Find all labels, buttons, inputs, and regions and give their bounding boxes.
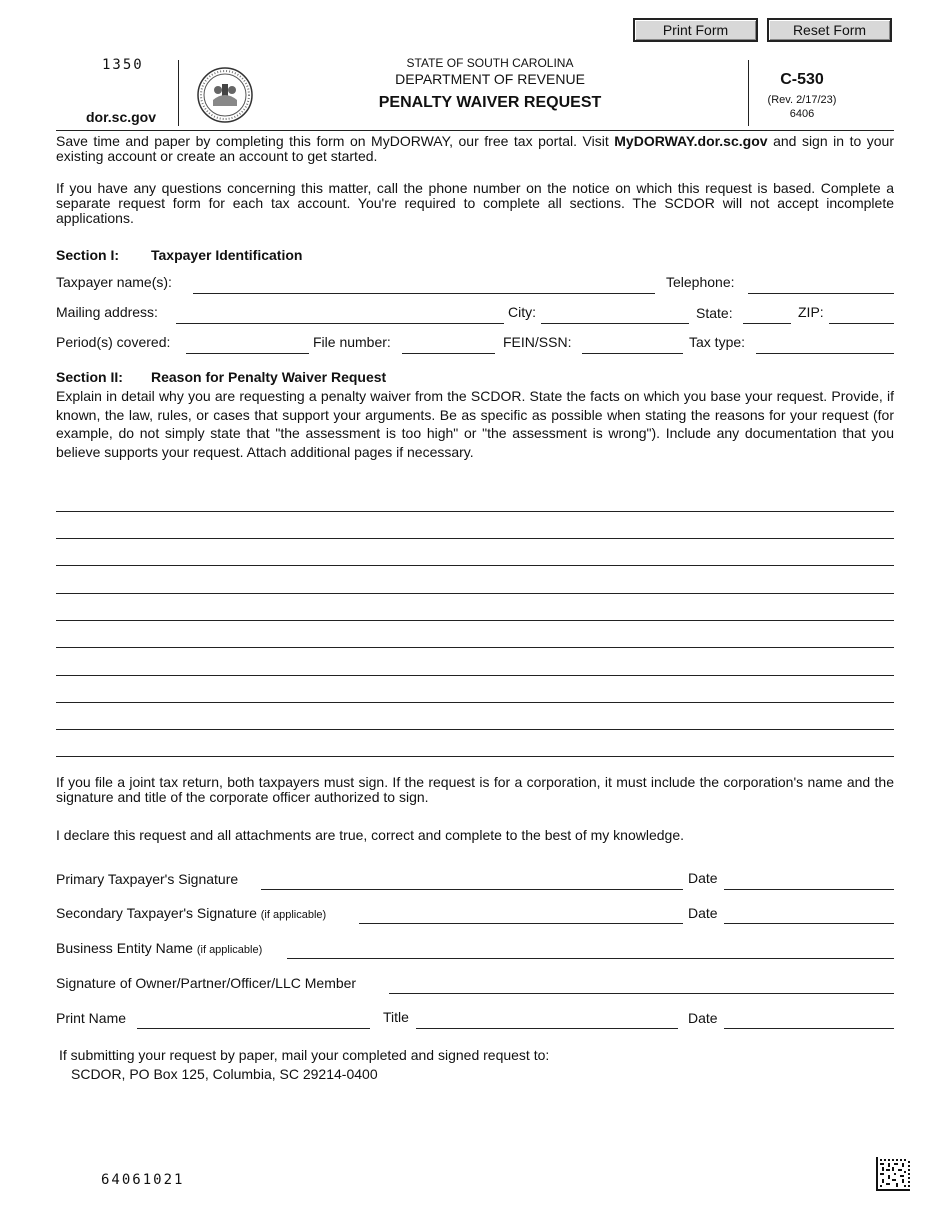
primary-date-field[interactable] [724,875,894,890]
print-form-button[interactable]: Print Form [633,18,758,42]
mailing-instructions: If submitting your request by paper, mail your completed and signed request to: [59,1047,550,1063]
section2-heading: Reason for Penalty Waiver Request [151,369,387,385]
taxpayer-name-field[interactable] [193,279,655,294]
taxpayer-name-label: Taxpayer name(s): [56,274,172,290]
fein-field[interactable] [582,339,683,354]
mailing-address-field[interactable] [176,309,504,324]
print-name-label: Print Name [56,1010,127,1026]
owner-signature-label: Signature of Owner/Partner/Officer/LLC Member [56,975,357,991]
primary-signature-label: Primary Taxpayer's Signature [56,871,239,887]
declaration: I declare this request and all attachments are true, correct and complete to the best of my knowledge. [56,827,685,843]
header-divider-right [748,60,749,126]
owner-signature-field[interactable] [389,979,894,994]
business-entity-label: Business Entity Name (if applicable) [56,940,263,956]
form-code: 1350 [102,57,144,73]
department-name: DEPARTMENT OF REVENUE [395,71,585,87]
tax-type-label: Tax type: [689,334,746,350]
file-number-field[interactable] [402,339,495,354]
date-label: Date [688,905,718,921]
secondary-signature-field[interactable] [359,909,683,924]
reason-line[interactable] [56,593,894,594]
footer-code: 64061021 [101,1172,185,1188]
reason-line[interactable] [56,511,894,512]
secondary-signature-label: Secondary Taxpayer's Signature (if applicable) [56,905,327,921]
telephone-label: Telephone: [666,274,735,290]
title-label: Title [383,1009,409,1025]
mailing-address-label: Mailing address: [56,304,158,320]
owner-date-field[interactable] [724,1014,894,1029]
zip-field[interactable] [829,309,894,324]
reset-form-button[interactable]: Reset Form [767,18,892,42]
section2-number: Section II: [56,369,123,385]
joint-return-note: If you file a joint tax return, both taxpayers must sign. If the request is for a corporation, it must include the corporation's name and the signature and title of the corporate officer authorized to sign. [56,774,894,805]
page-title: PENALTY WAIVER REQUEST [378,94,602,111]
mydorway-link: MyDORWAY.dor.sc.gov [614,133,768,149]
date-label: Date [688,1010,718,1026]
reason-line[interactable] [56,756,894,757]
city-label: City: [508,304,536,320]
city-field[interactable] [541,309,689,324]
fein-label: FEIN/SSN: [503,334,572,350]
contact-paragraph: If you have any questions concerning this matter, call the phone number on the notice on which this request is based. Complete a separate request form for each tax account. You're required to complete all sections. The SCDOR will not accept incomplete applications. [56,180,894,226]
reason-line[interactable] [56,647,894,648]
state-seal [196,66,254,129]
zip-label: ZIP: [798,304,824,320]
tax-type-field[interactable] [756,339,894,354]
periods-field[interactable] [186,339,309,354]
telephone-field[interactable] [748,279,894,294]
reason-line[interactable] [56,702,894,703]
reason-line[interactable] [56,620,894,621]
header-rule [56,130,894,131]
state-label: State: [696,305,733,321]
reason-line[interactable] [56,675,894,676]
form-number: C-530 [780,71,824,88]
intro-paragraph: Save time and paper by completing this form on MyDORWAY, our free tax portal. Visit MyDORWAY.dor.sc.gov and sign in to your existing account or create an account to get started. [56,133,894,164]
date-label: Date [688,870,718,886]
file-number-label: File number: [313,334,391,350]
reason-line[interactable] [56,729,894,730]
revision-date: (Rev. 2/17/23) [767,94,837,106]
secondary-date-field[interactable] [724,909,894,924]
section1-heading: Taxpayer Identification [151,247,303,263]
print-name-field[interactable] [137,1014,370,1029]
reason-line[interactable] [56,538,894,539]
periods-label: Period(s) covered: [56,334,171,350]
website: dor.sc.gov [86,109,157,125]
mailing-address: SCDOR, PO Box 125, Columbia, SC 29214-0400 [71,1066,378,1082]
barcode-icon [876,1157,910,1196]
form-id: 6406 [789,108,815,120]
title-field[interactable] [416,1014,678,1029]
state-name: STATE OF SOUTH CAROLINA [406,56,574,70]
reason-line[interactable] [56,565,894,566]
section2-instructions: Explain in detail why you are requesting a penalty waiver from the SCDOR. State the facts on which you base your request. Provide, if known, the law, rules, or cases that support your arguments. Be as specific as possible when stating the reasons for your request (for example, do not simply state that "the assessment is too high" or "the assessment is wrong"). Include any documentation that you believe supports your request. Attach additional pages if necessary. [56,388,894,460]
section1-number: Section I: [56,247,120,263]
header-divider-left [178,60,179,126]
state-field[interactable] [743,309,791,324]
business-entity-field[interactable] [287,944,894,959]
primary-signature-field[interactable] [261,875,683,890]
